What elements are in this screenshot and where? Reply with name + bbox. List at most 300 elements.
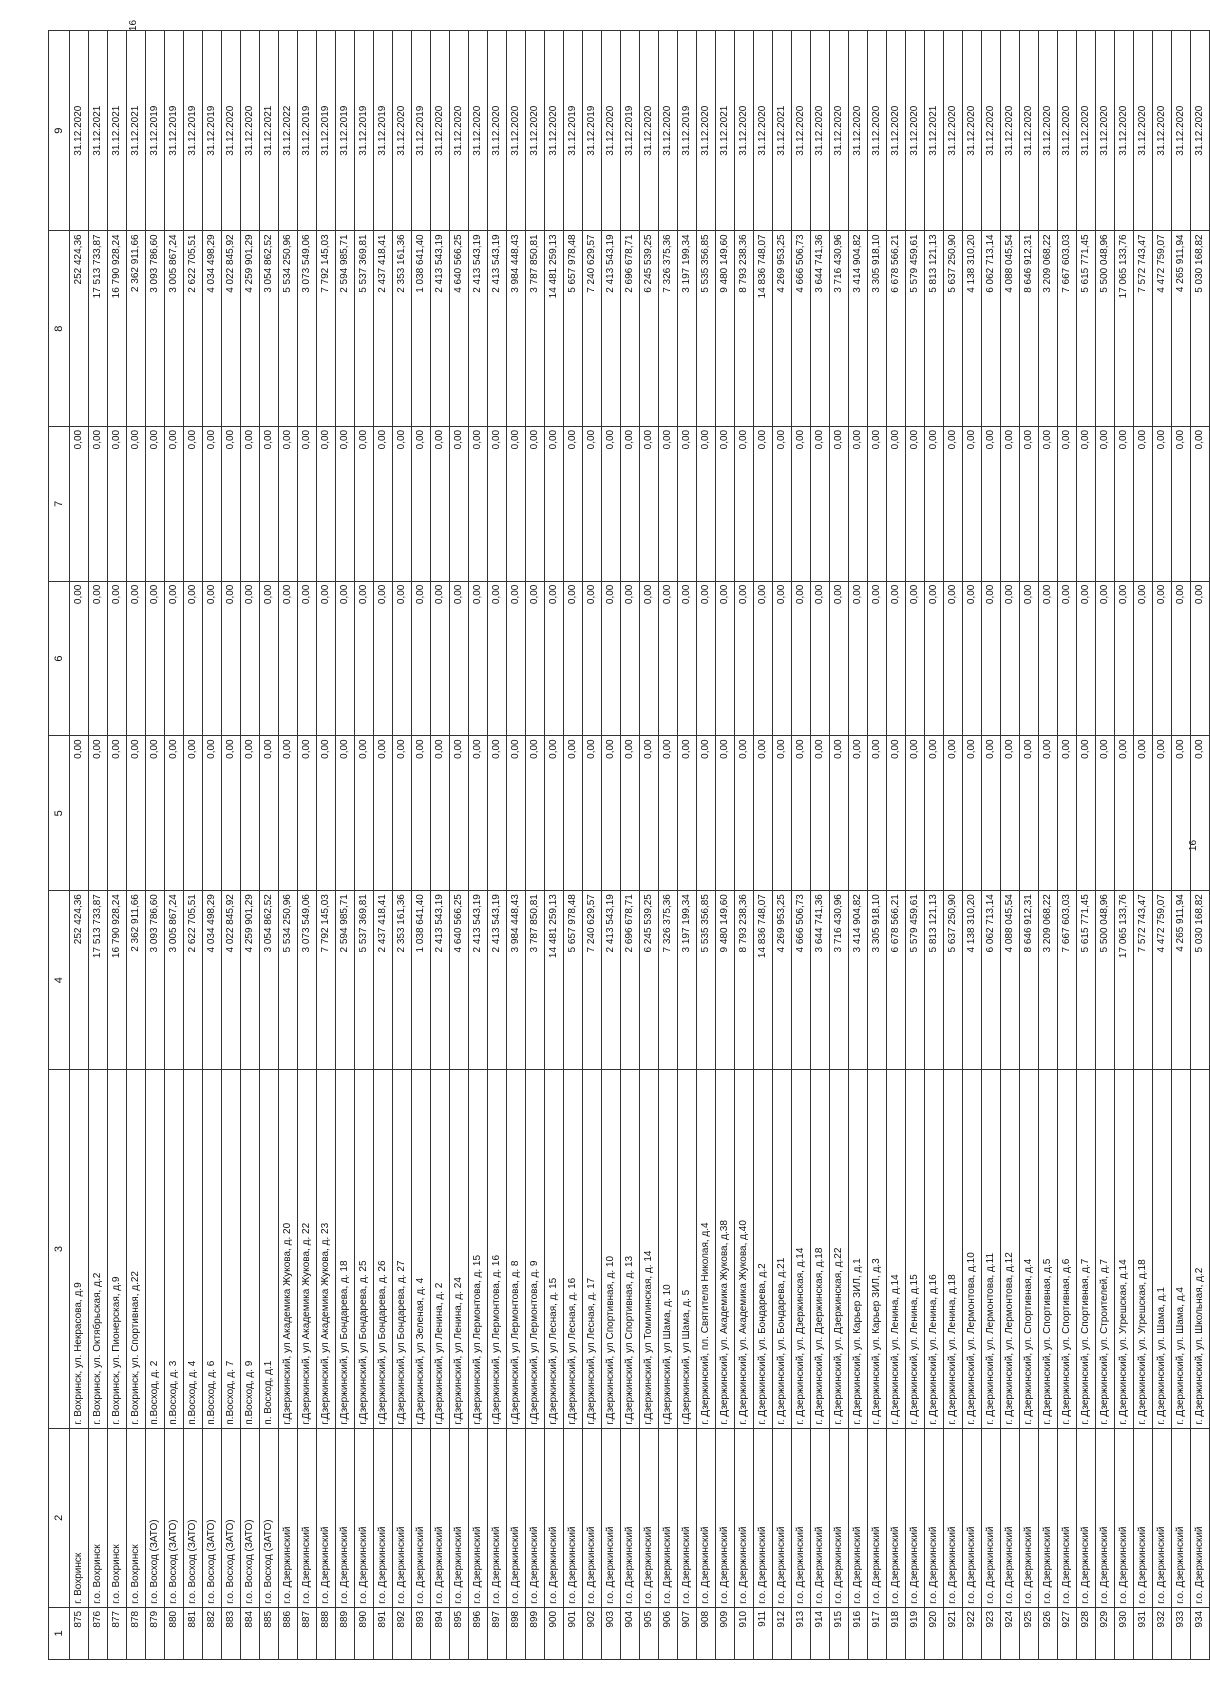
table-cell: 894: [431, 1607, 450, 1659]
table-cell: 0,00: [659, 426, 678, 581]
table-cell: 0,00: [1096, 426, 1115, 581]
table-cell: 0,00: [241, 426, 260, 581]
table-cell: 14 481 259,13: [545, 891, 564, 1070]
table-cell: 0,00: [393, 426, 412, 581]
table-cell: 898: [507, 1607, 526, 1659]
table-cell: 0,00: [279, 426, 298, 581]
table-cell: 1 038 641,40: [412, 891, 431, 1070]
table-cell: 0,00: [1134, 426, 1153, 581]
table-cell: 0,00: [1096, 581, 1115, 736]
table-row: [773, 31, 792, 1660]
table-row: [849, 31, 868, 1660]
table-row: [108, 31, 127, 1660]
table-cell: г.о. Дзержинский: [887, 1428, 906, 1607]
table-cell: 31.12.2020: [887, 31, 906, 231]
table-cell: г.о. Дзержинский: [735, 1428, 754, 1607]
table-cell: 911: [754, 1607, 773, 1659]
table-cell: 0,00: [260, 581, 279, 736]
table-cell: 0,00: [621, 581, 640, 736]
table-cell: 2 362 911,66: [127, 891, 146, 1070]
table-cell: 31.12.2020: [526, 31, 545, 231]
table-cell: 0,00: [469, 426, 488, 581]
table-cell: 3 414 904,82: [849, 231, 868, 426]
table-cell: г.Дзержинский, ул Ленина, д. 2: [431, 1070, 450, 1428]
table-cell: 0,00: [659, 581, 678, 736]
table-cell: г. Дзержинский, ул. Ленина, д.14: [887, 1070, 906, 1428]
table-cell: г.о. Восход (ЗАТО): [203, 1428, 222, 1607]
table-row: [1001, 31, 1020, 1660]
table-cell: 921: [944, 1607, 963, 1659]
table-cell: г. Дзержинский, ул. Ленина, д.18: [944, 1070, 963, 1428]
table-row: [602, 31, 621, 1660]
table-cell: 0,00: [830, 736, 849, 891]
table-cell: 31.12.2020: [830, 31, 849, 231]
table-cell: г.о. Дзержинский: [412, 1428, 431, 1607]
table-cell: 0,00: [887, 426, 906, 581]
table-row: [830, 31, 849, 1660]
table-cell: 0,00: [222, 736, 241, 891]
header-cell: 5: [49, 736, 70, 891]
table-cell: 901: [564, 1607, 583, 1659]
table-cell: г.о. Дзержинский: [1077, 1428, 1096, 1607]
table-row: [887, 31, 906, 1660]
table-cell: 907: [678, 1607, 697, 1659]
table-cell: г.о. Дзержинский: [279, 1428, 298, 1607]
header-cell: 6: [49, 581, 70, 736]
table-cell: г.о. Дзержинский: [317, 1428, 336, 1607]
table-row: [222, 31, 241, 1660]
table-cell: 31.12.2020: [222, 31, 241, 231]
table-row: [165, 31, 184, 1660]
table-cell: 16 790 928,24: [108, 891, 127, 1070]
table-cell: 31.12.2021: [89, 31, 108, 231]
table-cell: 0,00: [1039, 736, 1058, 891]
table-cell: 0,00: [412, 426, 431, 581]
table-cell: 31.12.2019: [374, 31, 393, 231]
table-cell: 0,00: [1115, 736, 1134, 891]
table-cell: г.о. Дзержинский: [1001, 1428, 1020, 1607]
table-cell: 924: [1001, 1607, 1020, 1659]
table-cell: 3 305 918,10: [868, 891, 887, 1070]
table-cell: 917: [868, 1607, 887, 1659]
table-cell: 31.12.2020: [697, 31, 716, 231]
table-cell: 882: [203, 1607, 222, 1659]
table-cell: п.Восход, д. 6: [203, 1070, 222, 1428]
table-cell: 5 535 356,85: [697, 231, 716, 426]
table-cell: 0,00: [982, 736, 1001, 891]
table-row: [1153, 31, 1172, 1660]
table-cell: 5 813 121,13: [925, 891, 944, 1070]
table-cell: г.Дзержинский, ул Лесная, д. 17: [583, 1070, 602, 1428]
table-cell: 0,00: [469, 736, 488, 891]
table-cell: 0,00: [355, 426, 374, 581]
table-cell: 0,00: [184, 736, 203, 891]
table-cell: 2 413 543,19: [602, 891, 621, 1070]
table-cell: 4 034 498,29: [203, 891, 222, 1070]
table-cell: 928: [1077, 1607, 1096, 1659]
table-row: [735, 31, 754, 1660]
table-row: [298, 31, 317, 1660]
table-cell: п.Восход, д. 3: [165, 1070, 184, 1428]
table-row: [1039, 31, 1058, 1660]
table-cell: 2 413 543,19: [431, 231, 450, 426]
table-cell: г.о. Дзержинский: [450, 1428, 469, 1607]
table-cell: 2 594 985,71: [336, 231, 355, 426]
table-cell: 0,00: [488, 426, 507, 581]
table-cell: 0,00: [868, 736, 887, 891]
table-cell: 0,00: [317, 736, 336, 891]
table-cell: г.Дзержинский, ул Ленина, д. 24: [450, 1070, 469, 1428]
table-cell: г.о. Дзержинский: [526, 1428, 545, 1607]
table-cell: г.о. Дзержинский: [507, 1428, 526, 1607]
table-cell: 4 088 045,54: [1001, 231, 1020, 426]
table-cell: 31.12.2020: [640, 31, 659, 231]
table-cell: 875: [70, 1607, 89, 1659]
header-cell: 8: [49, 231, 70, 426]
table-cell: 0,00: [1077, 581, 1096, 736]
table-cell: 31.12.2020: [963, 31, 982, 231]
table-cell: 0,00: [982, 426, 1001, 581]
table-cell: г.о. Дзержинский: [336, 1428, 355, 1607]
table-cell: 8 646 912,31: [1020, 891, 1039, 1070]
table-cell: 5 030 168,82: [1191, 891, 1210, 1070]
table-row: [1191, 31, 1210, 1660]
table-cell: 893: [412, 1607, 431, 1659]
table-cell: 7 240 629,57: [583, 231, 602, 426]
table-cell: 0,00: [89, 736, 108, 891]
table-cell: 31.12.2021: [108, 31, 127, 231]
table-cell: 895: [450, 1607, 469, 1659]
table-row: [336, 31, 355, 1660]
table-cell: 0,00: [184, 581, 203, 736]
table-row: [716, 31, 735, 1660]
table-cell: г. Дзержинский, ул. Академика Жукова, д.38: [716, 1070, 735, 1428]
table-cell: 4 022 845,92: [222, 891, 241, 1070]
table-cell: 2 696 678,71: [621, 231, 640, 426]
table-cell: г.о. Дзержинский: [982, 1428, 1001, 1607]
table-cell: 3 984 448,43: [507, 231, 526, 426]
table-cell: 0,00: [1134, 736, 1153, 891]
table-cell: 933: [1172, 1607, 1191, 1659]
table-cell: п.Восход, д. 9: [241, 1070, 260, 1428]
table-cell: 4 472 759,07: [1153, 891, 1172, 1070]
table-cell: 0,00: [184, 426, 203, 581]
table-cell: 0,00: [944, 736, 963, 891]
table-cell: 931: [1134, 1607, 1153, 1659]
table-cell: 3 197 199,34: [678, 891, 697, 1070]
table-cell: г. Дзержинский, ул. Шама, д.1: [1153, 1070, 1172, 1428]
table-cell: 0,00: [792, 736, 811, 891]
table-cell: 0,00: [279, 581, 298, 736]
table-cell: 0,00: [963, 581, 982, 736]
table-cell: 914: [811, 1607, 830, 1659]
table-row: [393, 31, 412, 1660]
table-cell: 0,00: [127, 426, 146, 581]
table-cell: г. Дзержинский, пл. Святителя Николая, д.4: [697, 1070, 716, 1428]
table-cell: 891: [374, 1607, 393, 1659]
table-cell: 878: [127, 1607, 146, 1659]
table-cell: г.о. Дзержинский: [773, 1428, 792, 1607]
table-cell: 5 535 356,85: [697, 891, 716, 1070]
table-cell: 31.12.2022: [279, 31, 298, 231]
table-cell: 3 644 741,36: [811, 231, 830, 426]
table-cell: 3 005 867,24: [165, 231, 184, 426]
table-row: [1134, 31, 1153, 1660]
table-cell: 31.12.2019: [146, 31, 165, 231]
table-cell: г.о. Дзержинский: [678, 1428, 697, 1607]
table-cell: 0,00: [697, 426, 716, 581]
table-cell: 0,00: [165, 736, 184, 891]
table-cell: 31.12.2020: [1020, 31, 1039, 231]
table-cell: 0,00: [317, 426, 336, 581]
table-cell: г. Дзержинский, ул. Спортивная, д.6: [1058, 1070, 1077, 1428]
table-row: [355, 31, 374, 1660]
table-cell: 0,00: [374, 581, 393, 736]
table-cell: 0,00: [944, 581, 963, 736]
table-cell: 3 414 904,82: [849, 891, 868, 1070]
table-row: [640, 31, 659, 1660]
table-cell: 0,00: [849, 736, 868, 891]
table-cell: 0,00: [1191, 736, 1210, 891]
table-cell: г.о. Дзержинский: [640, 1428, 659, 1607]
table-cell: 31.12.2020: [1096, 31, 1115, 231]
table-cell: 5 657 978,48: [564, 231, 583, 426]
table-cell: г. Дзержинский, ул. Спортивная, д.4: [1020, 1070, 1039, 1428]
table-cell: г.о. Дзержинский: [621, 1428, 640, 1607]
table-cell: 879: [146, 1607, 165, 1659]
table-cell: 8 646 912,31: [1020, 231, 1039, 426]
table-cell: 0,00: [393, 736, 412, 891]
table-cell: г. Дзержинский, ул. Академика Жукова, д.40: [735, 1070, 754, 1428]
table-cell: 5 537 369,81: [355, 231, 374, 426]
table-cell: 0,00: [925, 426, 944, 581]
table-cell: г.о. Вохринск: [89, 1428, 108, 1607]
table-cell: г. Вохринск, ул. Октябрьская, д.2: [89, 1070, 108, 1428]
table-cell: 4 022 845,92: [222, 231, 241, 426]
table-row: [982, 31, 1001, 1660]
table-cell: 7 326 375,36: [659, 231, 678, 426]
table-cell: г.Дзержинский, ул Лесная, д. 15: [545, 1070, 564, 1428]
table-cell: 0,00: [678, 426, 697, 581]
table-cell: 31.12.2021: [716, 31, 735, 231]
table-cell: 0,00: [963, 736, 982, 891]
table-cell: 2 362 911,66: [127, 231, 146, 426]
table-cell: 880: [165, 1607, 184, 1659]
table-cell: 31.12.2020: [1191, 31, 1210, 231]
table-cell: п. Восход, д.1: [260, 1070, 279, 1428]
table-row: [1077, 31, 1096, 1660]
table-cell: 0,00: [754, 736, 773, 891]
table-cell: 2 353 161,36: [393, 891, 412, 1070]
table-cell: 31.12.2020: [944, 31, 963, 231]
table-cell: г.Дзержинский, ул Лесная, д. 16: [564, 1070, 583, 1428]
table-cell: 31.12.2019: [583, 31, 602, 231]
table-cell: 31.12.2019: [317, 31, 336, 231]
table-cell: 31.12.2021: [127, 31, 146, 231]
table-cell: 0,00: [298, 426, 317, 581]
table-cell: г.Дзержинский, ул Зеленая, д. 4: [412, 1070, 431, 1428]
table-cell: 877: [108, 1607, 127, 1659]
table-cell: 5 534 250,96: [279, 231, 298, 426]
table-cell: 5 500 048,96: [1096, 891, 1115, 1070]
table-cell: 31.12.2020: [754, 31, 773, 231]
table-cell: 0,00: [564, 736, 583, 891]
table-cell: г.Дзержинский, ул Академика Жукова, д. 20: [279, 1070, 298, 1428]
table-cell: г.о. Дзержинский: [1153, 1428, 1172, 1607]
table-cell: 14 836 748,07: [754, 231, 773, 426]
table-cell: г.о. Дзержинский: [393, 1428, 412, 1607]
table-cell: 6 678 566,21: [887, 231, 906, 426]
table-cell: 892: [393, 1607, 412, 1659]
table-cell: 915: [830, 1607, 849, 1659]
table-cell: 31.12.2020: [488, 31, 507, 231]
table-cell: 0,00: [1191, 426, 1210, 581]
table-cell: 885: [260, 1607, 279, 1659]
table-row: [754, 31, 773, 1660]
table-cell: 904: [621, 1607, 640, 1659]
table-cell: 0,00: [697, 736, 716, 891]
table-cell: г.о. Дзержинский: [754, 1428, 773, 1607]
table-cell: 0,00: [640, 736, 659, 891]
table-cell: 4 138 310,20: [963, 891, 982, 1070]
table-cell: 0,00: [89, 581, 108, 736]
table-cell: 5 500 048,96: [1096, 231, 1115, 426]
table-cell: 31.12.2020: [659, 31, 678, 231]
table-cell: 0,00: [127, 736, 146, 891]
table-cell: 5 534 250,96: [279, 891, 298, 1070]
table-cell: 4 640 566,25: [450, 231, 469, 426]
table-cell: г. Дзержинский, ул. Ленина, д.15: [906, 1070, 925, 1428]
table-cell: г.о. Вохринск: [127, 1428, 146, 1607]
table-cell: 31.12.2020: [469, 31, 488, 231]
table-cell: 0,00: [830, 581, 849, 736]
table-cell: г.о. Дзержинский: [1058, 1428, 1077, 1607]
table-cell: 902: [583, 1607, 602, 1659]
table-cell: 3 054 862,52: [260, 231, 279, 426]
table-cell: 927: [1058, 1607, 1077, 1659]
table-cell: 252 424,36: [70, 891, 89, 1070]
table-cell: 0,00: [564, 426, 583, 581]
table-cell: 0,00: [507, 736, 526, 891]
table-cell: 0,00: [412, 581, 431, 736]
table-cell: 905: [640, 1607, 659, 1659]
table-cell: 890: [355, 1607, 374, 1659]
table-cell: 31.12.2020: [811, 31, 830, 231]
table-cell: г.Дзержинский, ул Лермонтова, д. 8: [507, 1070, 526, 1428]
table-cell: 0,00: [526, 736, 545, 891]
table-cell: 0,00: [792, 581, 811, 736]
table-row: [1115, 31, 1134, 1660]
table-cell: 0,00: [583, 736, 602, 891]
table-row: [925, 31, 944, 1660]
table-cell: 7 667 603,03: [1058, 891, 1077, 1070]
table-cell: 0,00: [374, 736, 393, 891]
table-cell: г.о. Дзержинский: [545, 1428, 564, 1607]
table-cell: 883: [222, 1607, 241, 1659]
table-cell: 888: [317, 1607, 336, 1659]
table-cell: 0,00: [773, 581, 792, 736]
table-cell: 0,00: [241, 581, 260, 736]
table-cell: 0,00: [754, 426, 773, 581]
table-cell: 5 637 250,90: [944, 231, 963, 426]
header-cell: 9: [49, 31, 70, 231]
table-cell: 1 038 641,40: [412, 231, 431, 426]
table-cell: 903: [602, 1607, 621, 1659]
table-cell: 0,00: [165, 426, 184, 581]
table-cell: 0,00: [868, 426, 887, 581]
table-cell: 0,00: [735, 426, 754, 581]
table-row: [963, 31, 982, 1660]
table-cell: 0,00: [811, 736, 830, 891]
table-cell: г.о. Дзержинский: [906, 1428, 925, 1607]
table-cell: г. Дзержинский, ул. Лермонтова, д.11: [982, 1070, 1001, 1428]
table-cell: 908: [697, 1607, 716, 1659]
table-cell: 900: [545, 1607, 564, 1659]
table-cell: 919: [906, 1607, 925, 1659]
table-cell: г.о. Дзержинский: [583, 1428, 602, 1607]
table-cell: 0,00: [1115, 581, 1134, 736]
table-cell: 0,00: [925, 736, 944, 891]
table-cell: 3 716 430,96: [830, 231, 849, 426]
table-cell: 3 644 741,36: [811, 891, 830, 1070]
table-cell: 0,00: [602, 426, 621, 581]
table-cell: 5 813 121,13: [925, 231, 944, 426]
table-cell: 8 793 238,36: [735, 231, 754, 426]
table-cell: г. Дзержинский, ул. Строителей, д.7: [1096, 1070, 1115, 1428]
table-cell: 0,00: [298, 581, 317, 736]
table-cell: 0,00: [488, 736, 507, 891]
table-row: [944, 31, 963, 1660]
table-cell: 31.12.2020: [431, 31, 450, 231]
table-cell: г. Дзержинский, ул. Лермонтова, д.12: [1001, 1070, 1020, 1428]
table-cell: г. Дзержинский, ул. Дзержинская, д.22: [830, 1070, 849, 1428]
table-cell: г.Дзержинский, ул Бондарева, д. 25: [355, 1070, 374, 1428]
table-cell: г. Дзержинский, ул. Карьер ЗИЛ, д.1: [849, 1070, 868, 1428]
table-cell: 5 615 771,45: [1077, 231, 1096, 426]
table-row: [450, 31, 469, 1660]
table-cell: 0,00: [754, 581, 773, 736]
table-cell: 3 073 549,06: [298, 891, 317, 1070]
table-cell: 4 640 566,25: [450, 891, 469, 1070]
table-row: [507, 31, 526, 1660]
table-cell: 0,00: [507, 426, 526, 581]
table-cell: 7 572 743,47: [1134, 231, 1153, 426]
table-cell: 3 716 430,96: [830, 891, 849, 1070]
table-cell: г.Дзержинский, ул Бондарева, д. 27: [393, 1070, 412, 1428]
table-cell: 0,00: [1077, 736, 1096, 891]
table-cell: 5 615 771,45: [1077, 891, 1096, 1070]
table-cell: 0,00: [1020, 426, 1039, 581]
table-cell: 4 666 506,73: [792, 231, 811, 426]
table-cell: 31.12.2020: [393, 31, 412, 231]
table-cell: 0,00: [602, 581, 621, 736]
table-cell: 5 657 978,48: [564, 891, 583, 1070]
table-cell: 2 413 543,19: [469, 891, 488, 1070]
table-row: [906, 31, 925, 1660]
table-cell: г.о. Дзержинский: [298, 1428, 317, 1607]
table-cell: 0,00: [1058, 581, 1077, 736]
table-cell: 7 667 603,03: [1058, 231, 1077, 426]
table-cell: 31.12.2020: [1172, 31, 1191, 231]
table-cell: г. Дзержинский, ул. Угрешская, д.18: [1134, 1070, 1153, 1428]
table-cell: г.о. Дзержинский: [811, 1428, 830, 1607]
table-cell: 0,00: [1096, 736, 1115, 891]
table-cell: 0,00: [1001, 581, 1020, 736]
table-cell: 4 265 911,94: [1172, 231, 1191, 426]
table-row: [564, 31, 583, 1660]
table-cell: 31.12.2020: [1115, 31, 1134, 231]
table-cell: 0,00: [1153, 426, 1172, 581]
